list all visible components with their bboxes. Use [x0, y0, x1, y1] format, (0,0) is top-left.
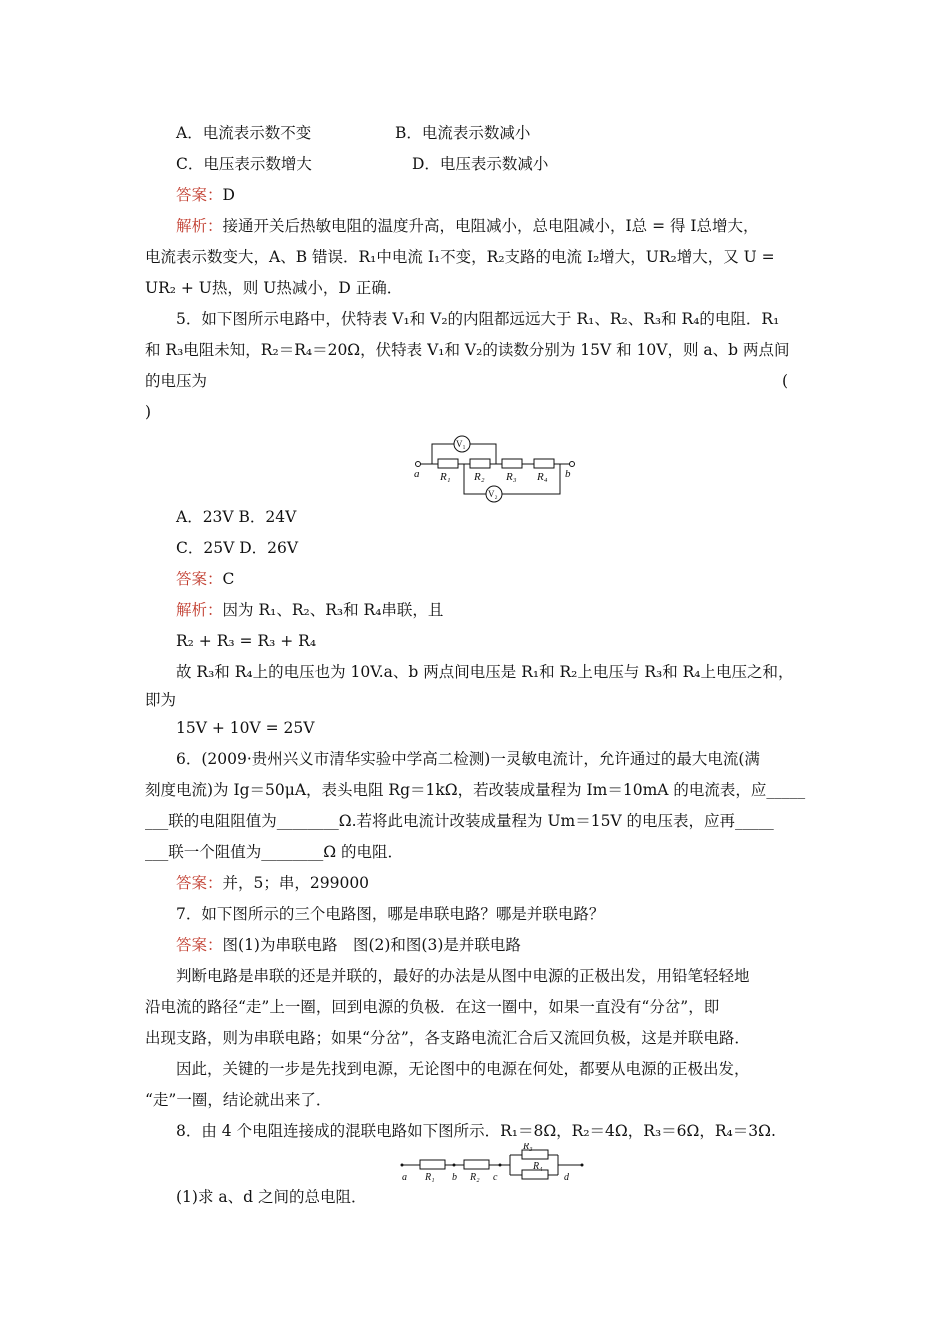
q8-stem: 8．由 4 个电阻连接成的混联电路如下图所示．R₁＝8Ω，R₂＝4Ω，R₃＝6Ω，R₄＝3Ω. [176, 1122, 776, 1140]
answer-label: 答案： [176, 186, 223, 204]
q5-paren-open: ( [782, 372, 789, 390]
q5-paren-close: ) [145, 403, 152, 421]
node-d [581, 1164, 584, 1167]
q5-answer [176, 568, 234, 590]
label-b: b [452, 1172, 457, 1183]
q4-explanation-line-3: UR₂ + U热，则 U热减小，D 正确． [145, 279, 403, 297]
q7-paragraph-2-line-2: “走”一圈，结论就出来了． [145, 1091, 332, 1109]
q5-stem-line-3: 的电压为 [145, 372, 208, 390]
q4-answer [176, 184, 235, 206]
node-b [453, 1164, 456, 1167]
label-r2: R₂ [470, 1172, 480, 1183]
label-r1: R₁ [425, 1172, 435, 1183]
label-r1: R₁ [440, 471, 451, 483]
node-c [499, 1164, 502, 1167]
node-a [401, 1164, 404, 1167]
resistor-r2 [470, 459, 490, 468]
q6-answer [176, 872, 369, 894]
answer-value: D [222, 186, 235, 204]
q8-circuit-diagram [398, 1143, 588, 1185]
explanation-label: 解析： [176, 217, 223, 235]
q7-stem: 7．如下图所示的三个电路图，哪是串联电路？哪是并联电路？ [176, 905, 605, 923]
resistor-r1 [438, 459, 458, 468]
q5-options-cd: C．25V D．26V [176, 539, 299, 557]
q5-equation-2: 15V + 10V = 25V [176, 719, 315, 737]
label-r2: R₂ [474, 471, 485, 483]
q7-paragraph-1-line-1: 判断电路是串联的还是并联的，最好的办法是从图中电源的正极出发，用铅笔轻轻地 [176, 967, 750, 985]
answer-value: 图(1)为串联电路 图(2)和图(3)是并联电路 [222, 936, 521, 954]
q4-option-a: A．电流表示数不变 [176, 124, 312, 142]
terminal-b [570, 462, 575, 467]
label-v2: V₂ [488, 489, 498, 499]
q6-stem-line-4: ___联一个阻值为________Ω 的电阻． [145, 843, 404, 861]
explanation-label: 解析： [176, 601, 223, 619]
answer-label: 答案： [176, 874, 223, 892]
label-a: a [402, 1172, 407, 1183]
explanation-text: 因为 R₁、R₂、R₃和 R₄串联，且 [222, 601, 444, 619]
label-b: b [565, 468, 571, 480]
label-r3: R₃ [506, 471, 517, 483]
q4-explanation-line-2: 电流表示数变大，A、B 错误．R₁中电流 I₁不变，R₂支路的电流 I₂增大，UR₂增大，又 U = [145, 248, 775, 266]
q4-option-c: C．电压表示数增大 [176, 155, 312, 173]
label-c: c [493, 1172, 498, 1183]
q7-paragraph-2-line-1: 因此，关键的一步是先找到电源，无论图中的电源在何处，都要从电源的正极出发， [176, 1060, 750, 1078]
q7-paragraph-1-line-2: 沿电流的路径“走”上一圈，回到电源的负极．在这一圈中，如果一直没有“分岔”，即 [145, 998, 720, 1016]
label-v1: V₁ [456, 439, 466, 449]
q5-equation-1: R₂ + R₃ = R₃ + R₄ [176, 632, 317, 650]
q5-explanation-line-1 [176, 599, 443, 621]
resistor-r1 [420, 1160, 445, 1169]
resistor-r2 [464, 1160, 489, 1169]
label-r4: R₄ [533, 1161, 543, 1172]
label-d: d [564, 1172, 569, 1183]
q5-stem-line-1: 5．如下图所示电路中，伏特表 V₁和 V₂的内阻都远远大于 R₁、R₂、R₃和 R₄的电阻．R₁ [176, 310, 780, 328]
q4-option-b: B．电流表示数减小 [395, 124, 531, 142]
q4-explanation-line-1 [176, 215, 759, 237]
answer-value: C [222, 570, 235, 588]
answer-label: 答案： [176, 936, 223, 954]
label-r4: R₄ [537, 471, 548, 483]
q8-subquestion-1: (1)求 a、d 之间的总电阻． [176, 1188, 367, 1206]
q5-stem-line-2: 和 R₃电阻未知，R₂＝R₄＝20Ω，伏特表 V₁和 V₂的读数分别为 15V 和 10V，则 a、b 两点间 [145, 341, 790, 359]
answer-value: 并，5；串，299000 [222, 874, 370, 892]
q5-explanation-line-2: 故 R₃和 R₄上的电压也为 10V.a、b 两点间电压是 R₁和 R₂上电压与 R₃和 R₄上电压之和， [176, 663, 794, 681]
resistor-r4 [534, 459, 554, 468]
q6-stem-line-3: ___联的电阻阻值为________Ω.若将此电流计改装成量程为 Um＝15V 的电压表，应再_____ [145, 812, 774, 830]
terminal-a [416, 462, 421, 467]
q7-answer [176, 934, 521, 956]
q6-stem-line-1: 6．(2009·贵州兴义市清华实验中学高二检测)一灵敏电流计，允许通过的最大电流(满 [176, 750, 760, 768]
q5-explanation-line-3: 即为 [145, 691, 177, 709]
label-r3: R₃ [523, 1143, 533, 1152]
explanation-text: 接通开关后热敏电阻的温度升高，电阻减小，总电阻减小，I总 = 得 I总增大， [222, 217, 759, 235]
q5-options-ab: A．23V B．24V [176, 508, 297, 526]
q7-paragraph-1-line-3: 出现支路，则为串联电路；如果“分岔”，各支路电流汇合后又流回负极，这是并联电路． [145, 1029, 750, 1047]
answer-label: 答案： [176, 570, 223, 588]
label-a: a [414, 468, 420, 480]
q6-stem-line-2: 刻度电流)为 Ig＝50μA，表头电阻 Rg＝1kΩ，若改装成量程为 Im＝10mA 的电流表，应_____ [145, 781, 806, 799]
q4-option-d: D．电压表示数减小 [412, 155, 549, 173]
q5-circuit-diagram [410, 432, 580, 510]
resistor-r3 [502, 459, 522, 468]
